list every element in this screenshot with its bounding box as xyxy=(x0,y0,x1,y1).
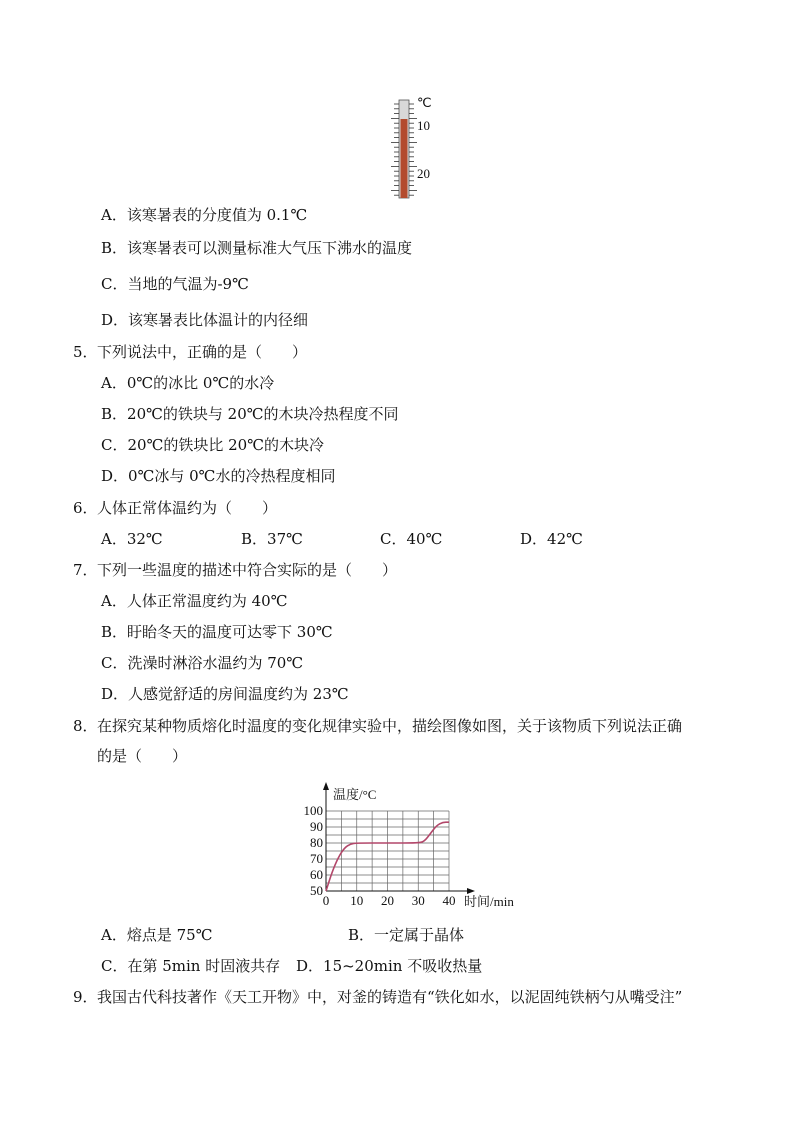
q7-stem-text: 下列一些温度的描述中符合实际的是（ ） xyxy=(97,561,398,579)
x-tick-label: 30 xyxy=(411,893,425,908)
q4-option-b: B．该寒暑表可以测量标准大气压下沸水的温度 xyxy=(101,239,413,257)
chart-grid xyxy=(326,811,449,891)
q7-option-c: C．洗澡时淋浴水温约为 70℃ xyxy=(101,654,304,672)
q6-stem xyxy=(73,498,277,518)
y-tick-label: 50 xyxy=(310,883,323,898)
thermometer-unit: ℃ xyxy=(417,95,432,110)
q8-stem xyxy=(73,716,682,736)
thermometer-figure xyxy=(380,92,450,202)
q4-option-a: A．该寒暑表的分度值为 0.1℃ xyxy=(101,206,308,224)
x-tick-label: 10 xyxy=(350,893,364,908)
q5-stem-text: 下列说法中，正确的是（ ） xyxy=(97,343,308,361)
q7-option-a: A．人体正常温度约为 40℃ xyxy=(101,592,288,610)
y-tick-label: 100 xyxy=(303,803,323,818)
y-axis-arrow xyxy=(323,782,329,790)
x-tick-label: 20 xyxy=(381,893,394,908)
q6-stem-text: 人体正常体温约为（ ） xyxy=(97,499,278,517)
q5-option-a: A．0℃的冰比 0℃的水冷 xyxy=(101,374,275,392)
y-tick-label: 80 xyxy=(310,835,323,850)
q8-option-d: D．15~20min 不吸收热量 xyxy=(296,957,483,975)
thermometer-liquid xyxy=(401,119,408,198)
q5-option-d: D．0℃冰与 0℃水的冷热程度相同 xyxy=(101,467,336,485)
x-axis-label: 时间/min xyxy=(464,894,514,909)
thermometer-label-20: 20 xyxy=(417,166,430,181)
q8-option-b: B．一定属于晶体 xyxy=(348,926,465,944)
melting-curve-chart xyxy=(296,780,536,912)
q6-number: 6． xyxy=(73,499,98,517)
q5-number: 5． xyxy=(73,343,98,361)
q9-stem-text: 我国古代科技著作《天工开物》中，对釜的铸造有“铁化如水，以泥固纯铁柄勺从嘴受注” xyxy=(97,988,683,1006)
y-axis-label: 温度/°C xyxy=(333,787,377,802)
q8-option-a: A．熔点是 75℃ xyxy=(101,926,213,944)
q7-option-b: B．盱眙冬天的温度可达零下 30℃ xyxy=(101,623,333,641)
q8-stem-line1: 在探究某种物质熔化时温度的变化规律实验中，描绘图像如图，关于该物质下列说法正确 xyxy=(97,717,683,735)
q7-option-d: D．人感觉舒适的房间温度约为 23℃ xyxy=(101,685,349,703)
y-tick-label: 70 xyxy=(310,851,323,866)
q7-stem xyxy=(73,560,397,580)
q9-number: 9． xyxy=(73,988,98,1006)
q4-option-d: D．该寒暑表比体温计的内径细 xyxy=(101,311,309,329)
q5-option-c: C．20℃的铁块比 20℃的木块冷 xyxy=(101,436,324,454)
q8-option-c: C．在第 5min 时固液共存 xyxy=(101,957,281,975)
q9-stem xyxy=(73,987,682,1007)
q6-option-a: A．32℃ xyxy=(101,530,163,548)
y-tick-label: 90 xyxy=(310,819,323,834)
q6-option-b: B．37℃ xyxy=(241,530,303,548)
q5-option-b: B．20℃的铁块与 20℃的木块冷热程度不同 xyxy=(101,405,399,423)
q5-stem xyxy=(73,342,307,362)
q8-number: 8． xyxy=(73,717,98,735)
q4-option-c: C．当地的气温为-9℃ xyxy=(101,275,249,293)
x-tick-label: 40 xyxy=(442,893,456,908)
x-tick-label: 0 xyxy=(322,893,330,908)
q7-number: 7． xyxy=(73,561,98,579)
q8-stem-line2: 的是（ ） xyxy=(97,747,188,765)
q6-option-d: D．42℃ xyxy=(520,530,583,548)
y-tick-label: 60 xyxy=(310,867,323,882)
thermometer-label-10: 10 xyxy=(417,118,430,133)
q6-option-c: C．40℃ xyxy=(380,530,443,548)
